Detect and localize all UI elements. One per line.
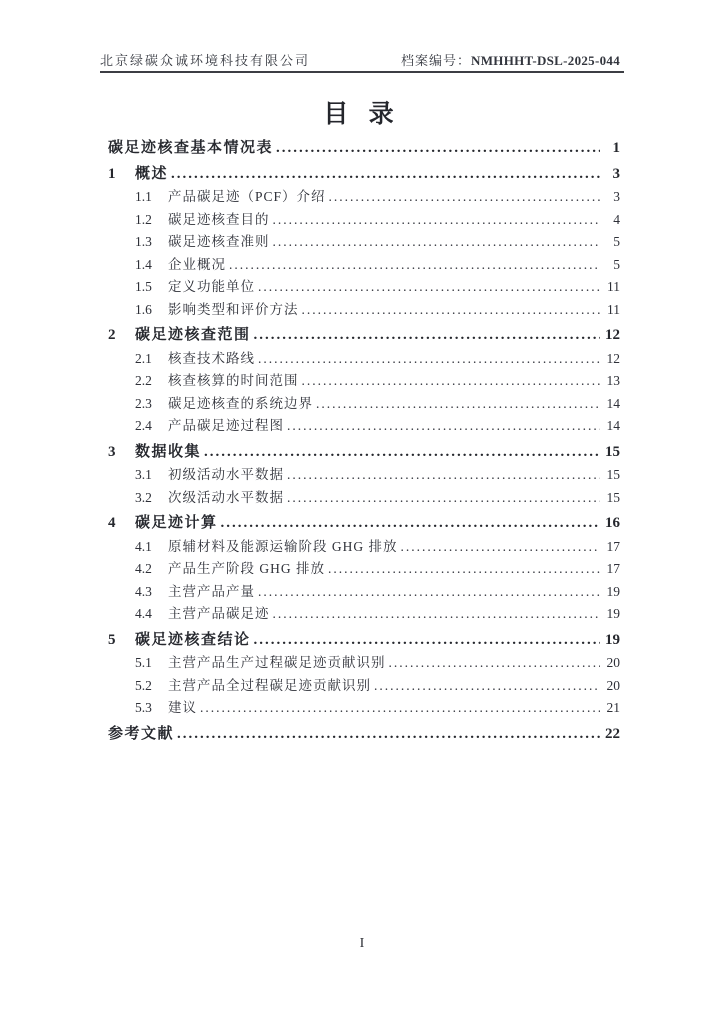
toc-entry-page: 3	[613, 189, 620, 204]
toc-entry-number: 1	[108, 165, 116, 182]
toc-entry[interactable]	[127, 348, 620, 371]
toc-entry[interactable]	[127, 370, 620, 393]
toc-entry-number: 3	[108, 443, 116, 460]
toc-entry-title: 建议	[168, 700, 197, 715]
toc-entry[interactable]	[127, 464, 620, 487]
toc-entry-page: 12	[605, 327, 620, 343]
toc-entry-number: 5.1	[135, 655, 152, 670]
toc-entry-page: 11	[607, 279, 620, 294]
toc-entry-page: 22	[605, 725, 620, 742]
toc-entry[interactable]	[127, 487, 620, 510]
toc-entry-title: 参考文献	[108, 725, 175, 742]
toc-leader-dots	[316, 393, 600, 416]
toc-entry-number: 4.1	[135, 538, 152, 554]
toc-entry-title: 碳足迹核查准则	[168, 234, 270, 249]
toc-entry-number: 5.2	[135, 677, 152, 693]
toc-entry[interactable]	[127, 536, 620, 559]
toc-entry-number: 1.2	[135, 211, 152, 227]
toc-entry[interactable]	[127, 276, 620, 299]
toc-entry-page: 20	[606, 655, 620, 670]
toc-entry[interactable]	[127, 209, 620, 232]
toc-leader-dots	[229, 254, 600, 277]
toc-entry-page: 5	[613, 256, 620, 272]
toc-entry-title: 碳足迹核查目的	[168, 211, 270, 227]
toc-entry-title: 碳足迹核查结论	[135, 631, 251, 648]
toc-entry-title: 碳足迹计算	[135, 515, 218, 531]
toc-leader-dots	[287, 487, 600, 510]
toc-entry[interactable]	[100, 137, 620, 160]
toc-entry-page: 14	[606, 395, 620, 411]
toc-entry[interactable]	[127, 558, 620, 581]
toc-entry-number: 1.4	[135, 256, 152, 272]
toc-entry[interactable]	[127, 186, 620, 209]
toc-leader-dots	[258, 581, 600, 604]
toc-entry-page: 21	[606, 700, 620, 715]
toc-entry-number: 3.1	[135, 467, 152, 482]
toc-entry-page: 17	[606, 538, 620, 554]
toc-entry-title: 产品生产阶段 GHG 排放	[168, 561, 325, 576]
archive-number-label: 档案编号：	[401, 53, 472, 68]
toc-leader-dots	[287, 464, 600, 487]
toc-entry-page: 16	[605, 515, 620, 531]
toc-entry-title: 碳足迹核查的系统边界	[168, 395, 313, 411]
toc-entry-title: 产品碳足迹（PCF）介绍	[168, 189, 326, 204]
toc-entry-number: 2.4	[135, 418, 152, 433]
toc-entry[interactable]	[100, 629, 620, 652]
toc-entry-page: 13	[606, 373, 620, 388]
toc-entry-number: 4.4	[135, 606, 152, 621]
toc-entry[interactable]	[127, 603, 620, 626]
toc-leader-dots	[328, 558, 600, 581]
company-name: 北京绿碳众诚环境科技有限公司	[100, 53, 311, 68]
toc-entry-title: 概述	[135, 165, 169, 182]
toc-entry-title: 企业概况	[168, 256, 226, 272]
toc-leader-dots	[273, 603, 601, 626]
toc-entry[interactable]	[127, 652, 620, 675]
toc-entry[interactable]	[100, 324, 620, 347]
toc-leader-dots	[389, 652, 601, 675]
toc-entry-number: 4.2	[135, 561, 152, 576]
toc-leader-dots	[221, 512, 600, 535]
toc-entry-number: 4.3	[135, 583, 152, 599]
toc-entry-number: 3.2	[135, 489, 152, 505]
toc-leader-dots	[204, 441, 600, 464]
page-header	[100, 50, 620, 69]
toc-entry[interactable]	[127, 697, 620, 720]
toc-leader-dots	[302, 370, 601, 393]
toc-entry-title: 主营产品全过程碳足迹贡献识别	[168, 677, 371, 693]
toc-entry-title: 定义功能单位	[168, 279, 255, 294]
toc-entry-title: 碳足迹核查基本情况表	[108, 140, 274, 156]
toc-entry-number: 1.3	[135, 234, 152, 249]
toc-leader-dots	[287, 415, 600, 438]
toc-entry-title: 主营产品产量	[168, 583, 255, 599]
toc-leader-dots	[276, 137, 600, 160]
toc-entry-title: 初级活动水平数据	[168, 467, 284, 482]
archive-number-value: NMHHHT-DSL-2025-044	[471, 53, 620, 68]
toc-entry-title: 核查核算的时间范围	[168, 373, 299, 388]
toc-entry-page: 11	[607, 301, 620, 317]
toc-leader-dots	[273, 209, 601, 232]
toc-entry[interactable]	[100, 163, 620, 186]
footer-page-number: I	[359, 936, 365, 951]
toc-entry-title: 数据收集	[135, 443, 202, 460]
toc-entry-title: 原辅材料及能源运输阶段 GHG 排放	[168, 538, 398, 554]
toc-entry-title: 主营产品碳足迹	[168, 606, 270, 621]
toc-leader-dots	[374, 675, 600, 698]
toc-entry[interactable]	[127, 254, 620, 277]
toc-leader-dots	[258, 276, 600, 299]
toc-entry-page: 1	[612, 140, 620, 156]
toc-entry-number: 2.3	[135, 395, 152, 411]
toc-entry-title: 次级活动水平数据	[168, 489, 284, 505]
toc-entry-page: 17	[606, 561, 620, 576]
toc-entry[interactable]	[100, 441, 620, 464]
header-divider	[100, 71, 624, 73]
toc-entry-page: 19	[606, 583, 620, 599]
toc-entry-page: 20	[606, 677, 620, 693]
toc-entry-number: 2.1	[135, 350, 152, 366]
toc-entry[interactable]	[127, 581, 620, 604]
toc-leader-dots	[171, 163, 600, 186]
toc-leader-dots	[302, 299, 601, 322]
toc-entry-page: 19	[605, 631, 620, 648]
toc-entry-title: 影响类型和评价方法	[168, 301, 299, 317]
archive-number	[401, 50, 620, 69]
toc-entry-title: 碳足迹核查范围	[135, 327, 251, 343]
toc-entry-number: 5.3	[135, 700, 152, 715]
toc-entry-number: 5	[108, 631, 116, 648]
toc-leader-dots	[258, 348, 600, 371]
toc-entry-number: 2	[108, 327, 116, 343]
toc-leader-dots	[273, 231, 601, 254]
toc-entry[interactable]	[100, 723, 620, 746]
toc-leader-dots	[177, 723, 600, 746]
toc-leader-dots	[329, 186, 600, 209]
toc-entry[interactable]	[127, 299, 620, 322]
toc-entry-page: 3	[612, 165, 620, 182]
toc-leader-dots	[254, 629, 600, 652]
toc-entry[interactable]	[127, 675, 620, 698]
toc-leader-dots	[254, 324, 600, 347]
toc-entry-page: 5	[613, 234, 620, 249]
toc-leader-dots	[200, 697, 600, 720]
toc-entry-title: 核查技术路线	[168, 350, 255, 366]
toc-entry-number: 1.5	[135, 279, 152, 294]
toc-entry-page: 14	[606, 418, 620, 433]
toc-entry-number: 4	[108, 515, 116, 531]
toc-entry[interactable]	[127, 231, 620, 254]
toc-entry-number: 2.2	[135, 373, 152, 388]
toc-entry-page: 4	[613, 211, 620, 227]
toc-entry-number: 1.1	[135, 189, 152, 204]
toc-leader-dots	[401, 536, 601, 559]
toc-entry-number: 1.6	[135, 301, 152, 317]
toc-entry-title: 主营产品生产过程碳足迹贡献识别	[168, 655, 386, 670]
toc-entry-page: 15	[606, 489, 620, 505]
toc-entry[interactable]	[127, 415, 620, 438]
toc-entry-page: 19	[606, 606, 620, 621]
toc-entry-page: 15	[605, 443, 620, 460]
toc-entry-page: 15	[606, 467, 620, 482]
toc-entry-title: 产品碳足迹过程图	[168, 418, 284, 433]
page-title: 目 录	[323, 101, 401, 128]
toc-list	[100, 134, 620, 746]
toc-entry-page: 12	[606, 350, 620, 366]
toc-entry[interactable]	[100, 512, 620, 535]
toc-entry[interactable]	[127, 393, 620, 416]
